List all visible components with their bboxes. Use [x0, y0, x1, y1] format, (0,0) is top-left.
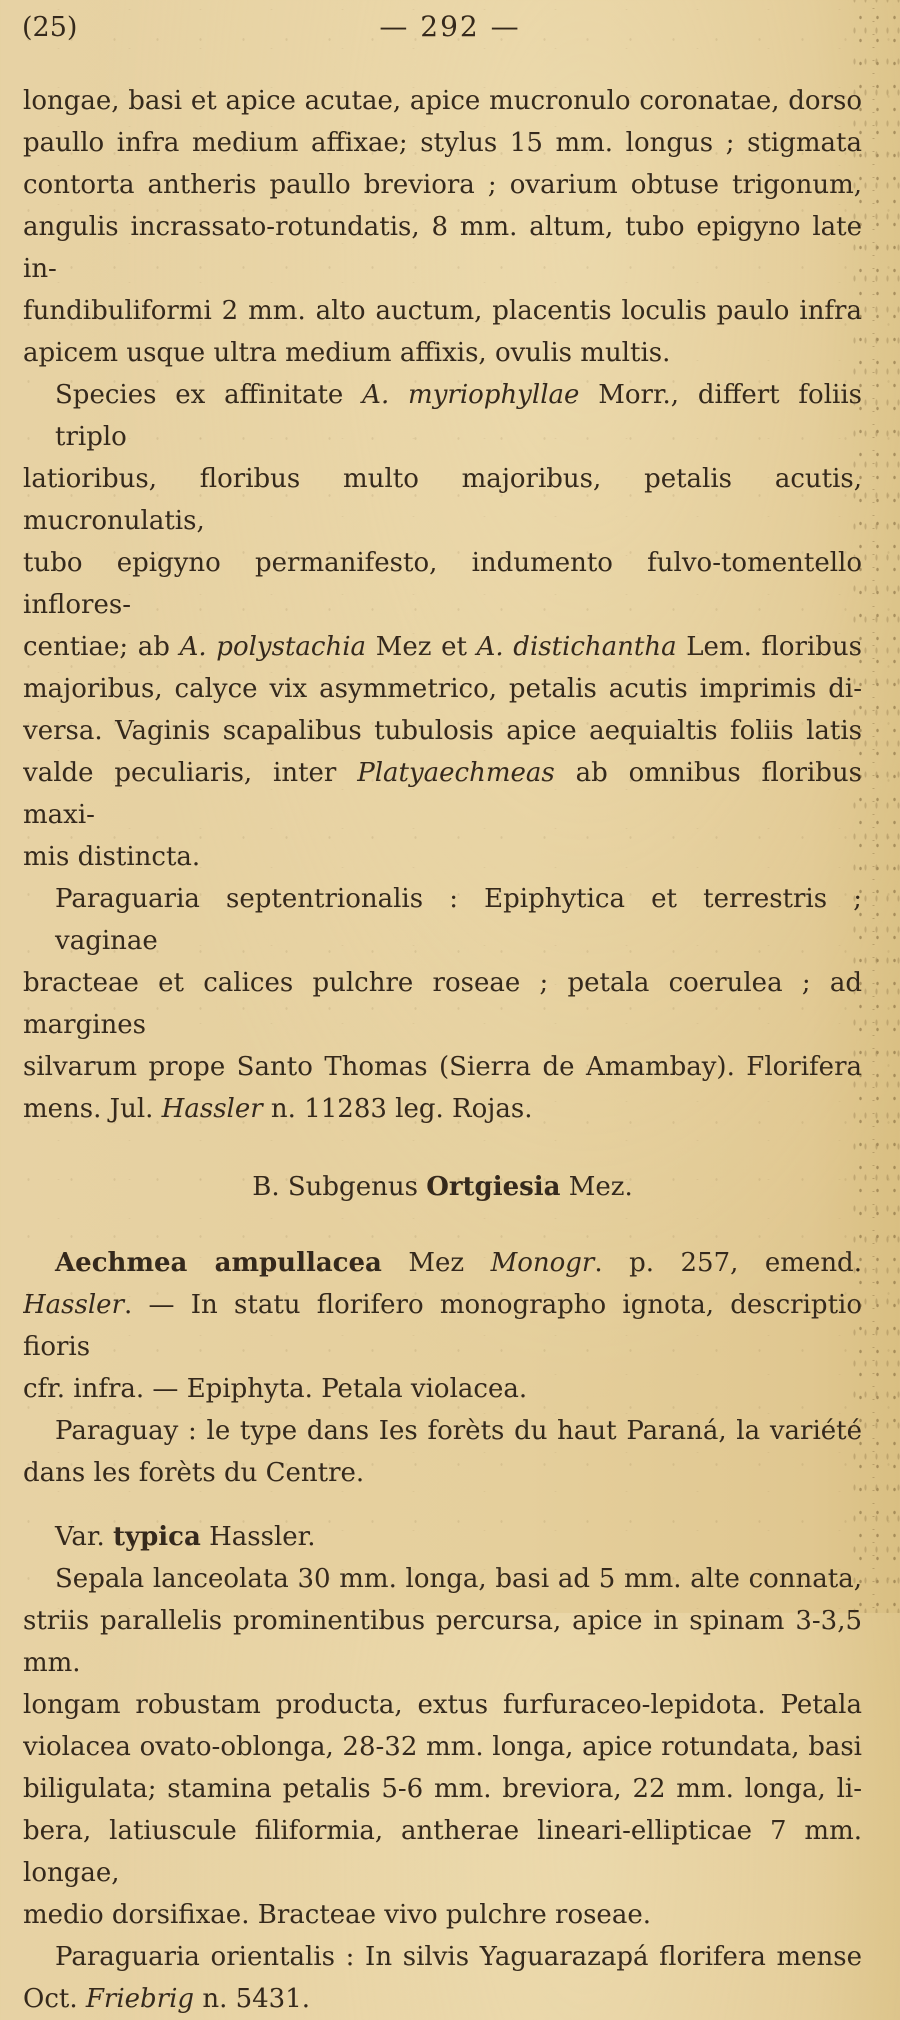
text-run: medio dorsifixae. Bracteae vivo pulchre roseae.	[23, 1900, 651, 1930]
italic-text: Platyaechmeas	[357, 758, 555, 788]
text-run: paullo infra medium affixae; stylus 15 mm. longus ; stigmata	[23, 128, 862, 158]
text-run: Species ex affinitate	[55, 380, 363, 410]
text-line	[23, 332, 862, 374]
text-run: mis distincta.	[23, 842, 201, 872]
text-run: angulis incrassato-rotundatis, 8 mm. altum, tubo epigyno late in-	[23, 212, 862, 284]
text-run: bera, latiuscule filiformia, antherae lineari-ellipticae 7 mm. longae,	[23, 1816, 862, 1888]
text-run: latioribus, floribus multo majoribus, petalis acutis, mucronulatis,	[23, 464, 862, 536]
text-run: ab omnibus floribus maxi-	[23, 758, 862, 830]
text-run: Lem. floribus	[676, 632, 862, 662]
italic-text: Hassler	[161, 1094, 263, 1124]
bold-text: Aechmea ampullacea	[55, 1248, 382, 1278]
italic-text: Hassler	[23, 1290, 124, 1320]
text-run: valde peculiaris, inter	[23, 758, 358, 788]
text-run: . — In statu florifero monographo ignota, descriptio fioris	[23, 1290, 862, 1362]
paragraph	[23, 878, 862, 1130]
text-run: violacea ovato-oblonga, 28-32 mm. longa, apice rotundata, basi	[23, 1732, 862, 1762]
text-run: fundibuliformi 2 mm. alto auctum, placentis loculis paulo infra	[23, 296, 862, 326]
text-run: . p. 257, emend.	[594, 1248, 862, 1278]
text-line	[23, 1936, 862, 1978]
text-line	[23, 710, 862, 752]
italic-text: Friebrig	[85, 1984, 195, 2014]
text-column	[23, 80, 862, 2020]
text-line	[23, 1242, 862, 1284]
text-run: Oct.	[23, 1984, 86, 2014]
text-run: silvarum prope Santo Thomas (Sierra de Amambay). Florifera	[23, 1052, 862, 1082]
text-run: B. Subgenus	[252, 1172, 427, 1202]
italic-text: A. polystachia	[179, 632, 367, 662]
text-run: longae, basi et apice acutae, apice mucronulo coronatae, dorso	[23, 86, 862, 116]
text-run: n. 5431.	[194, 1984, 311, 2014]
text-line	[23, 626, 862, 668]
text-line	[23, 1284, 862, 1368]
text-run: cfr. infra. — Epiphyta. Petala violacea.	[23, 1374, 528, 1404]
text-run: centiae; ab	[23, 632, 180, 662]
text-line	[23, 164, 862, 206]
text-line	[23, 374, 862, 458]
text-line	[23, 1768, 862, 1810]
text-run: apicem usque ultra medium affixis, ovulis multis.	[23, 338, 671, 368]
text-line	[23, 1516, 862, 1558]
section-heading	[23, 1166, 862, 1208]
text-line	[23, 962, 862, 1046]
text-run: bracteae et calices pulchre roseae ; petala coerulea ; ad margines	[23, 968, 862, 1040]
text-line	[23, 1368, 862, 1410]
text-run: Morr., differt foliis triplo	[55, 380, 862, 452]
text-run: Mez.	[560, 1172, 633, 1202]
text-run: Mez	[381, 1248, 491, 1278]
text-line	[23, 1452, 862, 1494]
page-number: — 292 —	[379, 10, 521, 43]
text-run: Paraguaria orientalis : In silvis Yaguarazapá florifera mense	[55, 1942, 862, 1972]
text-run: Mez et	[366, 632, 477, 662]
text-line	[23, 1978, 862, 2020]
text-run: dans les forèts du Centre.	[23, 1458, 365, 1488]
text-line	[23, 1894, 862, 1936]
italic-text: A. myriophyllae	[362, 380, 580, 410]
text-line	[23, 206, 862, 290]
text-line	[23, 80, 862, 122]
text-run: versa. Vaginis scapalibus tubulosis apice aequialtis foliis latis	[23, 716, 862, 746]
paragraph	[23, 1516, 862, 1558]
text-run: Paraguaria septentrionalis : Epiphytica et terrestris ; vaginae	[55, 884, 862, 956]
text-line	[23, 458, 862, 542]
text-run: Paraguay : le type dans Ies forèts du haut Paraná, la variété	[55, 1416, 862, 1446]
text-line	[23, 1558, 862, 1600]
paragraph	[23, 1242, 862, 1410]
text-line	[23, 1810, 862, 1894]
signature-number: (25)	[22, 12, 78, 43]
paragraph	[23, 1558, 862, 1936]
text-run: Var.	[55, 1522, 113, 1552]
text-line	[23, 1166, 862, 1208]
paragraph	[23, 80, 862, 374]
text-line	[23, 878, 862, 962]
text-line	[23, 1088, 862, 1130]
text-line	[23, 542, 862, 626]
paragraph	[23, 374, 862, 878]
text-run: longam robustam producta, extus furfuraceo-lepidota. Petala	[23, 1690, 862, 1720]
italic-text: Monogr	[490, 1248, 595, 1278]
bold-text: Ortgiesia	[426, 1172, 561, 1202]
italic-text: A. distichantha	[476, 632, 677, 662]
text-run: contorta antheris paullo breviora ; ovarium obtuse trigonum,	[23, 170, 862, 200]
text-run: n. 11283 leg. Rojas.	[262, 1094, 533, 1124]
paragraph	[23, 1410, 862, 1494]
text-line	[23, 668, 862, 710]
text-line	[23, 1410, 862, 1452]
text-line	[23, 290, 862, 332]
text-line	[23, 752, 862, 836]
text-line	[23, 1684, 862, 1726]
text-line	[23, 1726, 862, 1768]
text-run: majoribus, calyce vix asymmetrico, petalis acutis imprimis di-	[23, 674, 862, 704]
text-run: Sepala lanceolata 30 mm. longa, basi ad 5 mm. alte connata,	[55, 1564, 862, 1594]
text-line	[23, 1046, 862, 1088]
paragraph	[23, 1936, 862, 2020]
page-header	[0, 0, 900, 46]
text-run: mens. Jul.	[23, 1094, 162, 1124]
text-run: Hassler.	[200, 1522, 316, 1552]
text-run: striis parallelis prominentibus percursa, apice in spinam 3-3,5 mm.	[23, 1606, 862, 1678]
text-run: biligulata; stamina petalis 5-6 mm. breviora, 22 mm. longa, li-	[23, 1774, 862, 1804]
text-line	[23, 122, 862, 164]
text-run: tubo epigyno permanifesto, indumento fulvo-tomentello inflores-	[23, 548, 862, 620]
bold-text: typica	[113, 1522, 201, 1552]
text-line	[23, 836, 862, 878]
